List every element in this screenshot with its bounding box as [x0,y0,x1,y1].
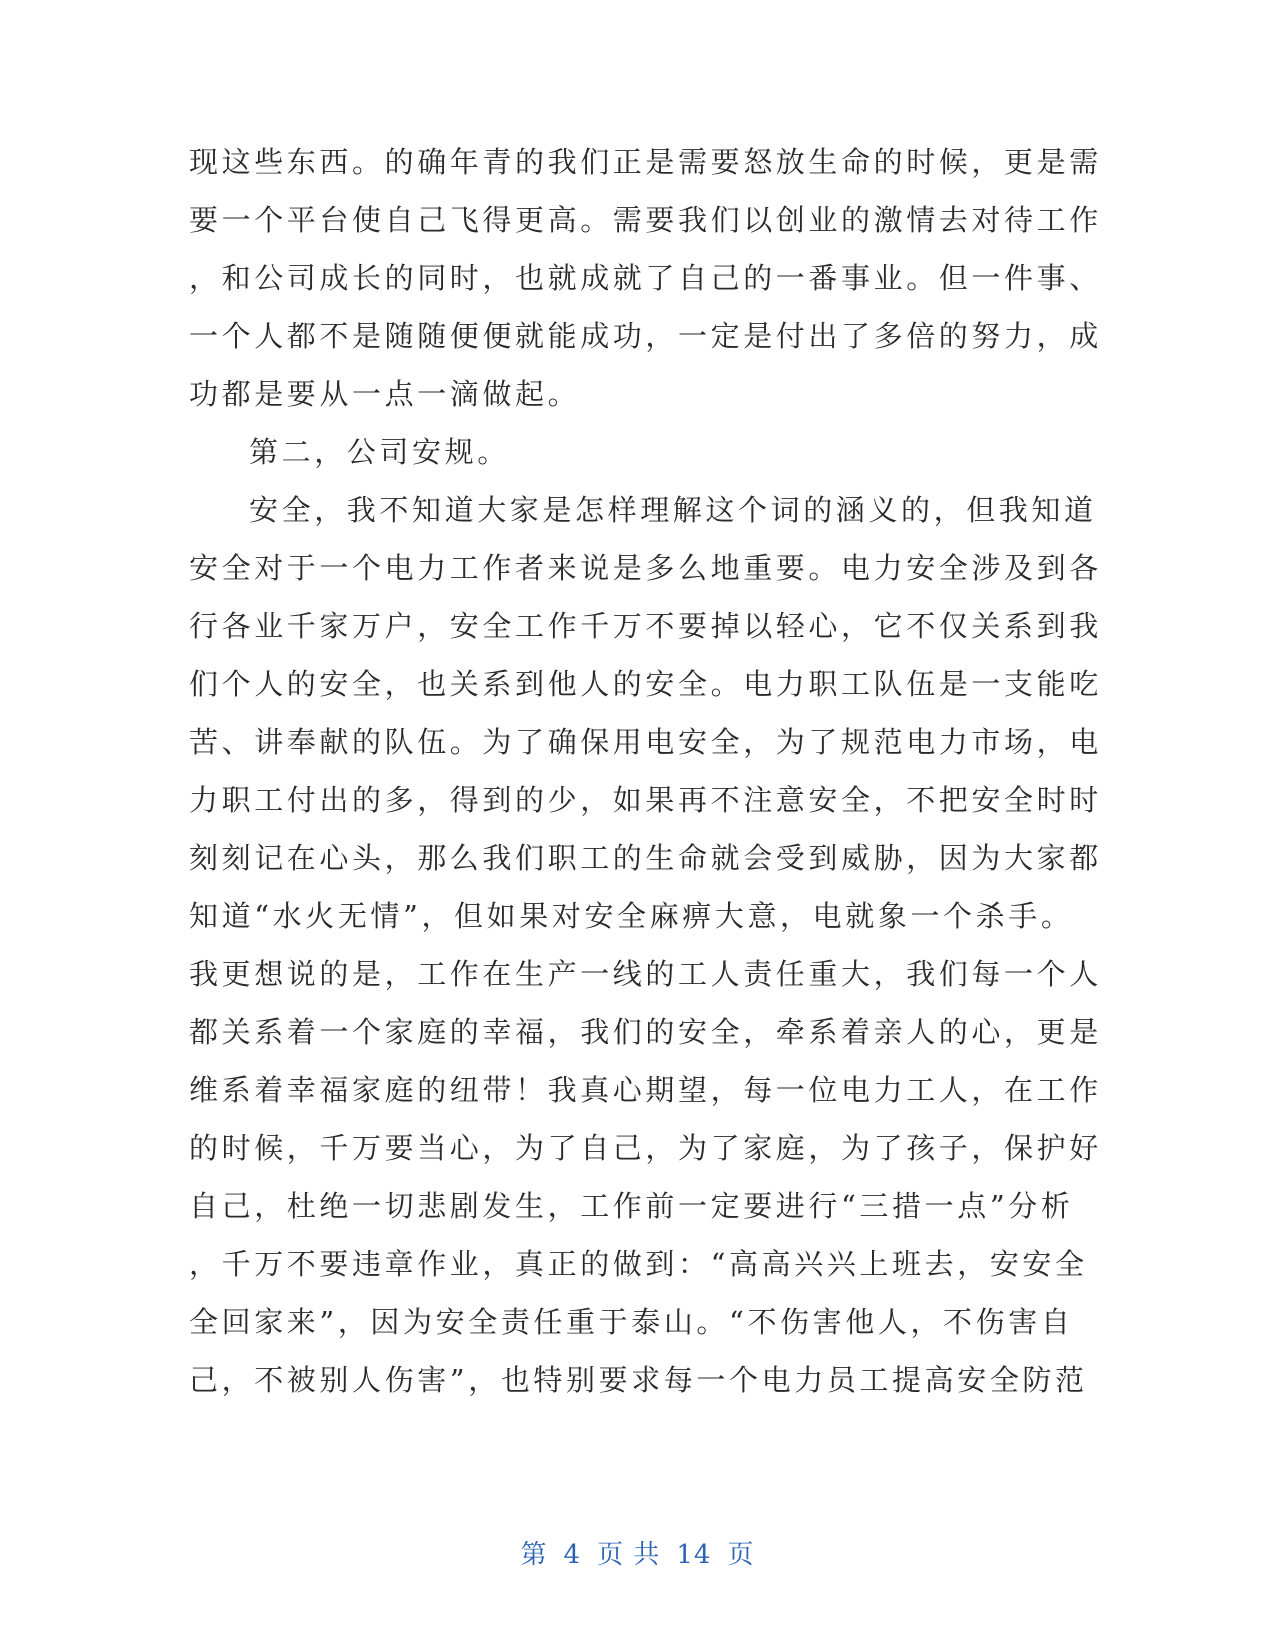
body-text-line: ，和公司成长的同时，也就成就了自己的一番事业。但一件事、 [189,261,1102,295]
body-text-line: ，千万不要违章作业，真正的做到：“高高兴兴上班去，安安全 [189,1247,1088,1281]
total-page-count: 14 [676,1540,712,1570]
body-text-line: 苦、讲奉献的队伍。为了确保用电安全，为了规范电力市场，电 [189,725,1102,759]
body-text-line: 行各业千家万户，安全工作千万不要掉以轻心，它不仅关系到我 [189,609,1102,643]
body-text-line: 自己，杜绝一切悲剧发生，工作前一定要进行“三措一点”分析 [189,1189,1074,1223]
body-text-line: 要一个平台使自己飞得更高。需要我们以创业的激情去对待工作 [189,203,1102,237]
body-text-line: 知道“水火无情”，但如果对安全麻痹大意，电就象一个杀手。 [189,899,1074,933]
current-page-number: 4 [563,1540,582,1570]
body-text-line: 功都是要从一点一滴做起。 [189,377,581,411]
footer-prefix: 第 [520,1540,548,1570]
body-text-line: 都关系着一个家庭的幸福，我们的安全，牵系着亲人的心，更是 [189,1015,1102,1049]
body-text-line: 安全，我不知道大家是怎样理解这个词的涵义的，但我知道 [249,493,1097,527]
body-text-line: 我更想说的是，工作在生产一线的工人责任重大，我们每一个人 [189,957,1102,991]
body-text-line: 力职工付出的多，得到的少，如果再不注意安全，不把安全时时 [189,783,1102,817]
body-text-line: 维系着幸福家庭的纽带！我真心期望，每一位电力工人，在工作 [189,1073,1102,1107]
footer-suffix: 页 [727,1540,755,1570]
body-text-line: 们个人的安全，也关系到他人的安全。电力职工队伍是一支能吃 [189,667,1102,701]
page-footer [0,1535,1275,1575]
section-heading: 第二，公司安规。 [249,435,510,469]
body-text-line: 一个人都不是随随便便就能成功，一定是付出了多倍的努力，成 [189,319,1102,353]
body-text-line: 的时候，千万要当心，为了自己，为了家庭，为了孩子，保护好 [189,1131,1102,1165]
body-text-line: 刻刻记在心头，那么我们职工的生命就会受到威胁，因为大家都 [189,841,1102,875]
body-text-line: 全回家来”，因为安全责任重于泰山。“不伤害他人，不伤害自 [189,1305,1074,1339]
body-text-line: 安全对于一个电力工作者来说是多么地重要。电力安全涉及到各 [189,551,1102,585]
body-text-line: 现这些东西。的确年青的我们正是需要怒放生命的时候，更是需 [189,145,1102,179]
body-text-line: 己，不被别人伤害”，也特别要求每一个电力员工提高安全防范 [189,1363,1088,1397]
footer-middle: 页 共 [597,1540,661,1570]
